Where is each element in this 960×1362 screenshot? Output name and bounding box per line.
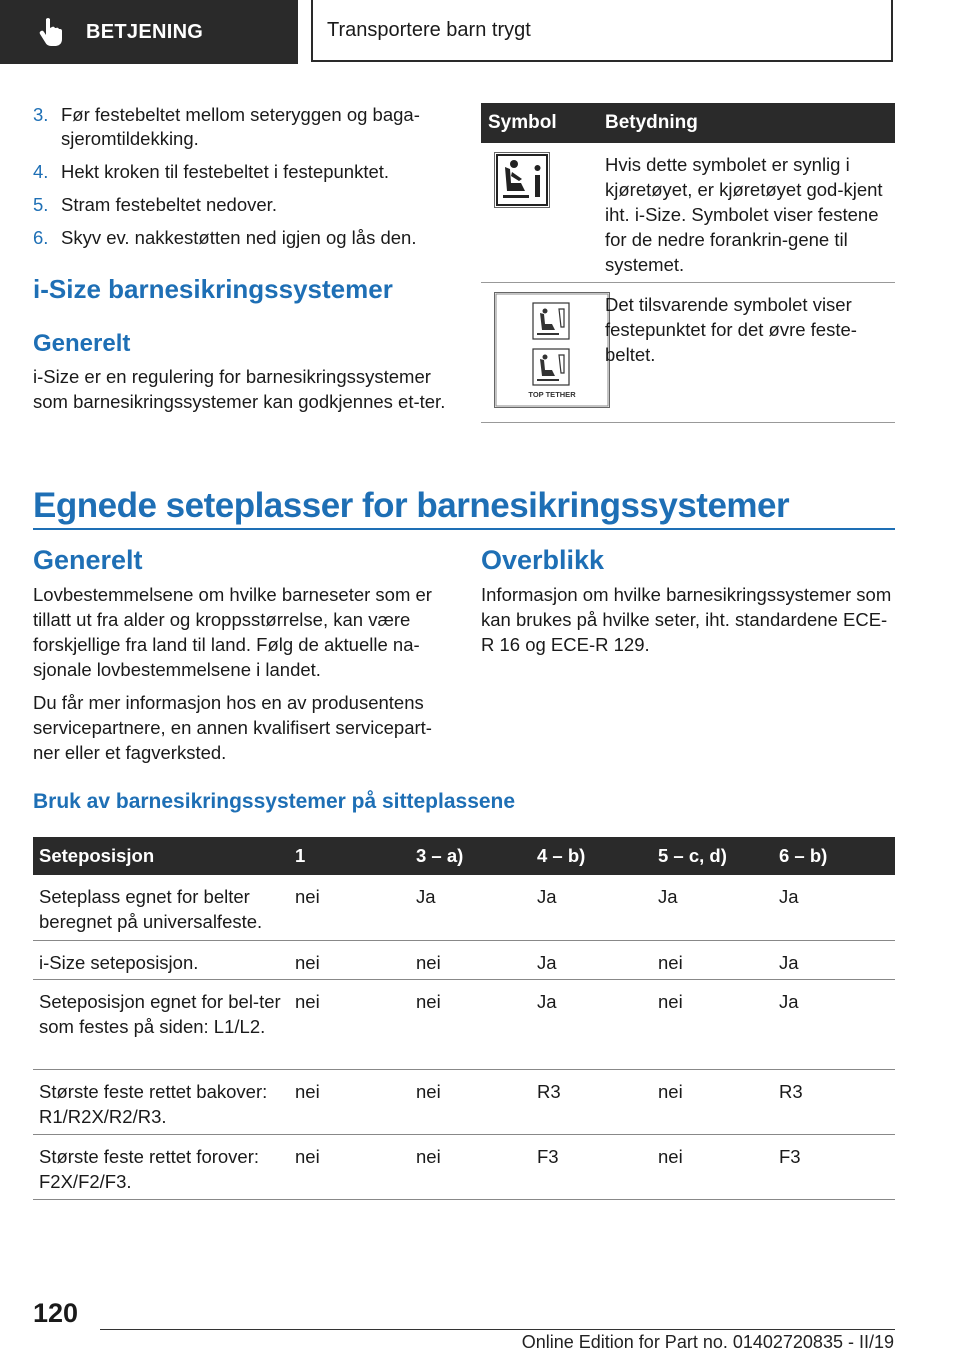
symbol-table-header	[481, 103, 895, 143]
table-cell: Ja	[773, 940, 895, 979]
chapter-title-box	[311, 0, 893, 62]
step-number: 5.	[33, 194, 49, 215]
table-row	[33, 940, 895, 979]
table-cell: Ja	[531, 979, 652, 1069]
step-number: 4.	[33, 161, 49, 182]
step-text: Før festebeltet mellom seteryggen og baga-sjeromtildekking.	[61, 104, 420, 149]
table-cell: nei	[652, 1069, 773, 1134]
header-cell: 4 – b)	[531, 837, 652, 875]
table-cell: R3	[773, 1069, 895, 1134]
chapter-title: Transportere barn trygt	[327, 18, 531, 41]
step-item	[33, 193, 453, 217]
symbol-meaning: Det tilsvarende symbolet viser festepunktet for det øvre feste-beltet.	[605, 294, 857, 365]
step-item	[33, 103, 453, 151]
table-cell: nei	[652, 1134, 773, 1199]
section-tab[interactable]	[0, 0, 298, 64]
overblikk-text: Informasjon om hvilke barnesikringssystemer som kan brukes på hvilke seter, iht. standardene ECE-R 16 og ECE-R 129.	[481, 584, 892, 655]
generelt-paragraph: Du får mer informasjon hos en av produsentens servicepartnere, en annen kvalifisert servicepart-ner eller et fagverksted.	[33, 692, 432, 763]
header-cell: 6 – b)	[773, 837, 895, 875]
row-label: Seteposisjon egnet for bel-ter som festes på siden: L1/L2.	[33, 979, 289, 1069]
generelt-heading: Generelt	[33, 545, 143, 575]
row-label: i-Size seteposisjon.	[33, 940, 289, 979]
header-cell: 5 – c, d)	[652, 837, 773, 875]
edition-text: Online Edition for Part no. 01402720835 - II/19	[521, 1332, 894, 1352]
generelt-paragraph: Lovbestemmelsene om hvilke barneseter som er tillatt ut fra alder og kroppsstørrelse, kan være forskjellige fra land til land. Følg de aktuelle na-sjonale lovbestemmelsene i landet.	[33, 584, 432, 680]
overblikk-heading: Overblikk	[481, 545, 605, 575]
table-cell: nei	[289, 1069, 410, 1134]
table-cell: Ja	[531, 875, 652, 940]
header-cell: 1	[289, 837, 410, 875]
table-cell: Ja	[773, 979, 895, 1069]
isize-text: i-Size er en regulering for barnesikringssystemer som barnesikringssystemer kan godkjennes et-ter.	[33, 366, 446, 412]
isize-section	[33, 330, 453, 414]
row-label: Seteplass egnet for belter beregnet på universalfeste.	[33, 875, 289, 940]
table-cell: F3	[773, 1134, 895, 1199]
table-row	[33, 875, 895, 940]
top-tether-label: TOP TETHER	[528, 390, 576, 399]
table-cell: F3	[531, 1134, 652, 1199]
table-row	[33, 979, 895, 1069]
table-cell: nei	[410, 1069, 531, 1134]
header-cell: Seteposisjon	[33, 837, 289, 875]
usage-heading: Bruk av barnesikringssystemer på sitteplassene	[33, 790, 516, 813]
table-cell: nei	[289, 979, 410, 1069]
step-number: 3.	[33, 104, 49, 125]
table-cell: nei	[289, 940, 410, 979]
seat-table	[33, 837, 895, 1200]
symbol-row	[481, 283, 895, 423]
isize-heading: i-Size barnesikringssystemer	[33, 274, 393, 304]
step-text: Stram festebeltet nedover.	[61, 194, 277, 215]
heading-rule	[33, 528, 895, 530]
table-cell: nei	[289, 875, 410, 940]
table-cell: nei	[289, 1134, 410, 1199]
symbol-meaning: Hvis dette symbolet er synlig i kjøretøyet, er kjøretøyet god-kjent iht. i-Size. Symbolet viser festene for de nedre forankrin-gene til systemet.	[605, 154, 883, 275]
seat-table-header	[33, 837, 895, 875]
overblikk-section	[481, 545, 895, 657]
step-item	[33, 226, 453, 250]
table-cell: nei	[652, 940, 773, 979]
table-cell: nei	[410, 940, 531, 979]
symbol-row	[481, 143, 895, 283]
table-cell: nei	[410, 979, 531, 1069]
table-cell: Ja	[410, 875, 531, 940]
section-label: BETJENING	[86, 20, 204, 43]
step-list	[33, 103, 453, 259]
table-row	[33, 1134, 895, 1199]
isize-child-seat-icon	[494, 152, 550, 208]
step-text: Hekt kroken til festebeltet i festepunktet.	[61, 161, 390, 182]
row-label: Største feste rettet forover: F2X/F2/F3.	[33, 1134, 289, 1199]
top-tether-icon	[494, 292, 610, 408]
generelt-section	[33, 545, 453, 765]
table-cell: nei	[410, 1134, 531, 1199]
hand-pointer-icon	[38, 17, 64, 47]
table-cell: Ja	[531, 940, 652, 979]
footer-rule	[100, 1329, 895, 1330]
table-cell: Ja	[652, 875, 773, 940]
table-cell: nei	[652, 979, 773, 1069]
step-item	[33, 160, 453, 184]
step-text: Skyv ev. nakkestøtten ned igjen og lås den.	[61, 227, 417, 248]
header-symbol: Symbol	[488, 112, 557, 133]
symbol-table	[481, 103, 895, 423]
table-cell: Ja	[773, 875, 895, 940]
header-meaning: Betydning	[605, 112, 698, 133]
row-label: Største feste rettet bakover: R1/R2X/R2/R3.	[33, 1069, 289, 1134]
table-row	[33, 1069, 895, 1134]
isize-subheading: Generelt	[33, 330, 131, 357]
page-number: 120	[33, 1298, 79, 1328]
main-heading: Egnede seteplasser for barnesikringssystemer	[33, 486, 790, 525]
step-number: 6.	[33, 227, 49, 248]
header-cell: 3 – a)	[410, 837, 531, 875]
table-cell: R3	[531, 1069, 652, 1134]
